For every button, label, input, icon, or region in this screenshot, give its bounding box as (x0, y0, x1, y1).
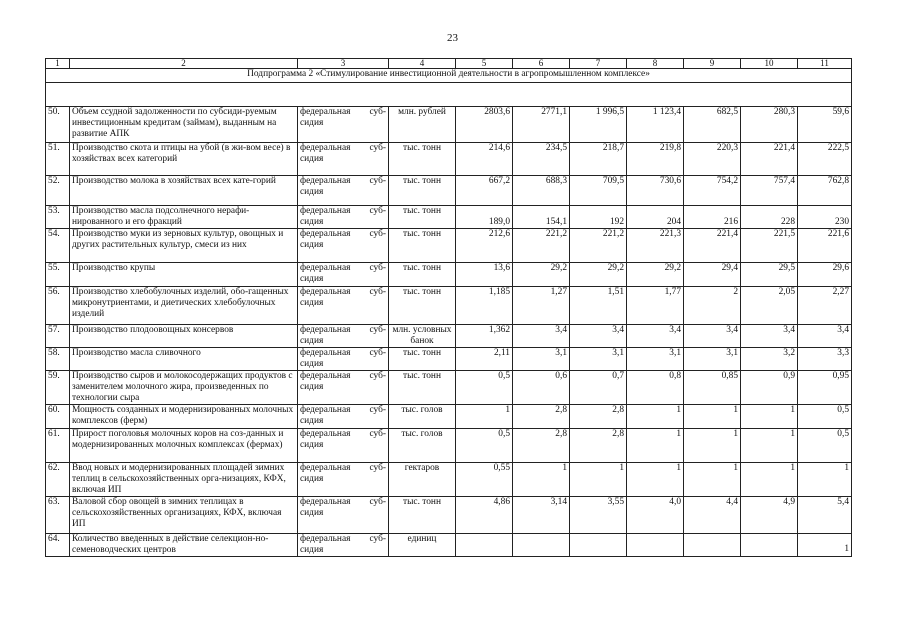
row-number: 50. (46, 107, 70, 143)
value-cell: 0,95 (798, 371, 852, 405)
value-cell: 29,4 (684, 263, 741, 287)
unit: тыс. тонн (389, 348, 456, 371)
value-cell: 3,4 (627, 325, 684, 348)
value-cell: 2,05 (741, 287, 798, 325)
table-row (46, 143, 852, 176)
value-cell: 5,4 (798, 497, 852, 534)
funding-source: федеральная суб-сидия (298, 429, 389, 463)
unit: гектаров (389, 463, 456, 497)
page-number: 23 (447, 32, 458, 44)
value-cell (627, 534, 684, 557)
value-cell: 1 (684, 405, 741, 429)
value-cell: 730,6 (627, 176, 684, 206)
value-cell: 1,185 (456, 287, 513, 325)
value-cell: 1 (741, 429, 798, 463)
header-cell: 8 (627, 59, 684, 69)
value-cell: 2,8 (570, 405, 627, 429)
value-cell: 757,4 (741, 176, 798, 206)
header-cell: 5 (456, 59, 513, 69)
value-cell: 0,5 (798, 429, 852, 463)
value-cell: 1 (456, 405, 513, 429)
row-number: 59. (46, 371, 70, 405)
unit: тыс. тонн (389, 176, 456, 206)
value-cell: 0,85 (684, 371, 741, 405)
table-row (46, 176, 852, 206)
row-number: 61. (46, 429, 70, 463)
value-cell: 1 (798, 463, 852, 497)
value-cell: 230 (798, 206, 852, 229)
unit: тыс. тонн (389, 263, 456, 287)
header-cell: 11 (798, 59, 852, 69)
value-cell: 2771,1 (513, 107, 570, 143)
value-cell: 221,2 (570, 229, 627, 263)
header-cell: 3 (298, 59, 389, 69)
row-number: 64. (46, 534, 70, 557)
value-cell: 59,6 (798, 107, 852, 143)
value-cell: 2 (684, 287, 741, 325)
indicator-name: Производство плодоовощных консервов (70, 325, 298, 348)
unit: млн. условных банок (389, 325, 456, 348)
value-cell: 1,51 (570, 287, 627, 325)
indicator-name: Ввод новых и модернизированных площадей зимних теплиц в сельскохозяйственных орга-низациях, КФХ, включая ИП (70, 463, 298, 497)
value-cell: 221,4 (741, 143, 798, 176)
value-cell: 762,8 (798, 176, 852, 206)
funding-source: федеральная суб-сидия (298, 263, 389, 287)
value-cell: 4,9 (741, 497, 798, 534)
table-row (46, 229, 852, 263)
value-cell: 1,27 (513, 287, 570, 325)
value-cell: 1 (741, 405, 798, 429)
value-cell: 189,0 (456, 206, 513, 229)
funding-source: федеральная суб-сидия (298, 143, 389, 176)
header-cell: 7 (570, 59, 627, 69)
value-cell: 0,9 (741, 371, 798, 405)
value-cell: 1 (627, 405, 684, 429)
funding-source: федеральная суб-сидия (298, 229, 389, 263)
value-cell: 1,77 (627, 287, 684, 325)
funding-source: федеральная суб-сидия (298, 534, 389, 557)
value-cell: 154,1 (513, 206, 570, 229)
funding-source: федеральная суб-сидия (298, 107, 389, 143)
unit: тыс. тонн (389, 229, 456, 263)
value-cell: 1 (798, 534, 852, 557)
value-cell: 221,6 (798, 229, 852, 263)
indicator-name: Количество введенных в действие селекцион-но-семеноводческих центров (70, 534, 298, 557)
value-cell: 3,1 (570, 348, 627, 371)
spacer-row (46, 83, 852, 107)
indicator-name: Производство хлебобулочных изделий, обо-гащенных микронутриентами, и диетических хлебобулочных изделий (70, 287, 298, 325)
subprogram-row (46, 69, 852, 83)
value-cell: 221,2 (513, 229, 570, 263)
value-cell: 0,8 (627, 371, 684, 405)
indicator-name: Производство скота и птицы на убой (в жи-вом весе) в хозяйствах всех категорий (70, 143, 298, 176)
table-row (46, 263, 852, 287)
funding-source: федеральная суб-сидия (298, 405, 389, 429)
header-cell: 4 (389, 59, 456, 69)
value-cell: 3,4 (741, 325, 798, 348)
indicator-name: Прирост поголовья молочных коров на соз-данных и модернизированных молочных комплексах (фермах) (70, 429, 298, 463)
unit: тыс. тонн (389, 143, 456, 176)
value-cell: 2803,6 (456, 107, 513, 143)
value-cell: 3,4 (513, 325, 570, 348)
table-row (46, 287, 852, 325)
value-cell: 0,5 (798, 405, 852, 429)
value-cell: 29,2 (627, 263, 684, 287)
value-cell (570, 534, 627, 557)
value-cell: 228 (741, 206, 798, 229)
value-cell: 3,4 (684, 325, 741, 348)
unit: тыс. тонн (389, 206, 456, 229)
value-cell: 3,4 (798, 325, 852, 348)
value-cell: 212,6 (456, 229, 513, 263)
indicator-name: Производство масла сливочного (70, 348, 298, 371)
value-cell: 222,5 (798, 143, 852, 176)
value-cell: 1 (684, 463, 741, 497)
value-cell: 0,5 (456, 371, 513, 405)
indicator-name: Мощность созданных и модернизированных молочных комплексов (ферм) (70, 405, 298, 429)
value-cell: 1 996,5 (570, 107, 627, 143)
value-cell: 29,5 (741, 263, 798, 287)
subprogram-title: Подпрограмма 2 «Стимулирование инвестиционной деятельности в агропромышленном комплексе» (46, 69, 852, 83)
value-cell: 216 (684, 206, 741, 229)
unit: тыс. тонн (389, 371, 456, 405)
row-number: 51. (46, 143, 70, 176)
row-number: 54. (46, 229, 70, 263)
funding-source: федеральная суб-сидия (298, 176, 389, 206)
value-cell: 1 (513, 463, 570, 497)
value-cell: 0,55 (456, 463, 513, 497)
funding-source: федеральная суб-сидия (298, 371, 389, 405)
header-cell: 9 (684, 59, 741, 69)
value-cell: 2,8 (570, 429, 627, 463)
value-cell: 0,5 (456, 429, 513, 463)
value-cell: 709,5 (570, 176, 627, 206)
indicator-name: Объем ссудной задолженности по субсиди-руемым инвестиционным кредитам (займам), выданным на развитие АПК (70, 107, 298, 143)
indicators-table (45, 58, 852, 557)
value-cell: 688,3 (513, 176, 570, 206)
row-number: 56. (46, 287, 70, 325)
funding-source: федеральная суб-сидия (298, 325, 389, 348)
row-number: 55. (46, 263, 70, 287)
value-cell: 3,4 (570, 325, 627, 348)
unit: тыс. тонн (389, 287, 456, 325)
value-cell: 2,27 (798, 287, 852, 325)
value-cell: 219,8 (627, 143, 684, 176)
row-number: 52. (46, 176, 70, 206)
value-cell: 214,6 (456, 143, 513, 176)
value-cell: 754,2 (684, 176, 741, 206)
value-cell: 1 (627, 429, 684, 463)
value-cell: 1,362 (456, 325, 513, 348)
unit: единиц (389, 534, 456, 557)
value-cell: 29,2 (570, 263, 627, 287)
table-row (46, 463, 852, 497)
indicator-name: Производство масла подсолнечного нерафи-нированного и его фракций (70, 206, 298, 229)
funding-source: федеральная суб-сидия (298, 206, 389, 229)
table-row (46, 405, 852, 429)
value-cell: 13,6 (456, 263, 513, 287)
funding-source: федеральная суб-сидия (298, 497, 389, 534)
unit: млн. рублей (389, 107, 456, 143)
header-cell: 1 (46, 59, 70, 69)
row-number: 57. (46, 325, 70, 348)
table-row (46, 371, 852, 405)
header-row (46, 59, 852, 69)
table-row (46, 348, 852, 371)
table-row (46, 325, 852, 348)
value-cell: 220,3 (684, 143, 741, 176)
value-cell: 192 (570, 206, 627, 229)
table-row (46, 107, 852, 143)
value-cell: 3,55 (570, 497, 627, 534)
indicator-name: Производство сыров и молокосодержащих продуктов с заменителем молочного жира, произведенных по технологии сыра (70, 371, 298, 405)
value-cell: 204 (627, 206, 684, 229)
value-cell (513, 534, 570, 557)
value-cell: 29,6 (798, 263, 852, 287)
value-cell: 221,4 (684, 229, 741, 263)
value-cell: 3,1 (684, 348, 741, 371)
table-row (46, 534, 852, 557)
value-cell: 2,11 (456, 348, 513, 371)
value-cell: 4,0 (627, 497, 684, 534)
row-number: 60. (46, 405, 70, 429)
indicator-name: Производство муки из зерновых культур, овощных и других растительных культур, смеси из них (70, 229, 298, 263)
row-number: 63. (46, 497, 70, 534)
indicator-name: Производство молока в хозяйствах всех кате-горий (70, 176, 298, 206)
value-cell (684, 534, 741, 557)
header-cell: 10 (741, 59, 798, 69)
value-cell: 221,5 (741, 229, 798, 263)
table-row (46, 206, 852, 229)
table-row (46, 497, 852, 534)
value-cell: 1 (741, 463, 798, 497)
row-number: 58. (46, 348, 70, 371)
value-cell: 3,1 (627, 348, 684, 371)
value-cell: 1 (684, 429, 741, 463)
value-cell: 4,4 (684, 497, 741, 534)
value-cell: 29,2 (513, 263, 570, 287)
unit: тыс. голов (389, 429, 456, 463)
value-cell: 4,86 (456, 497, 513, 534)
value-cell: 0,7 (570, 371, 627, 405)
header-cell: 6 (513, 59, 570, 69)
value-cell: 3,14 (513, 497, 570, 534)
unit: тыс. тонн (389, 497, 456, 534)
value-cell: 1 123,4 (627, 107, 684, 143)
value-cell: 2,8 (513, 429, 570, 463)
value-cell: 3,3 (798, 348, 852, 371)
indicator-name: Валовой сбор овощей в зимних теплицах в сельскохозяйственных организациях, КФХ, включая ИП (70, 497, 298, 534)
value-cell: 234,5 (513, 143, 570, 176)
value-cell (741, 534, 798, 557)
value-cell: 1 (570, 463, 627, 497)
value-cell: 218,7 (570, 143, 627, 176)
value-cell: 667,2 (456, 176, 513, 206)
funding-source: федеральная суб-сидия (298, 463, 389, 497)
value-cell: 2,8 (513, 405, 570, 429)
value-cell: 0,6 (513, 371, 570, 405)
funding-source: федеральная суб-сидия (298, 287, 389, 325)
value-cell: 280,3 (741, 107, 798, 143)
table-row (46, 429, 852, 463)
unit: тыс. голов (389, 405, 456, 429)
spacer-cell (46, 83, 852, 107)
indicator-name: Производство крупы (70, 263, 298, 287)
funding-source: федеральная суб-сидия (298, 348, 389, 371)
value-cell: 3,1 (513, 348, 570, 371)
value-cell: 1 (627, 463, 684, 497)
value-cell: 682,5 (684, 107, 741, 143)
row-number: 53. (46, 206, 70, 229)
row-number: 62. (46, 463, 70, 497)
header-cell: 2 (70, 59, 298, 69)
value-cell: 221,3 (627, 229, 684, 263)
value-cell: 3,2 (741, 348, 798, 371)
value-cell (456, 534, 513, 557)
